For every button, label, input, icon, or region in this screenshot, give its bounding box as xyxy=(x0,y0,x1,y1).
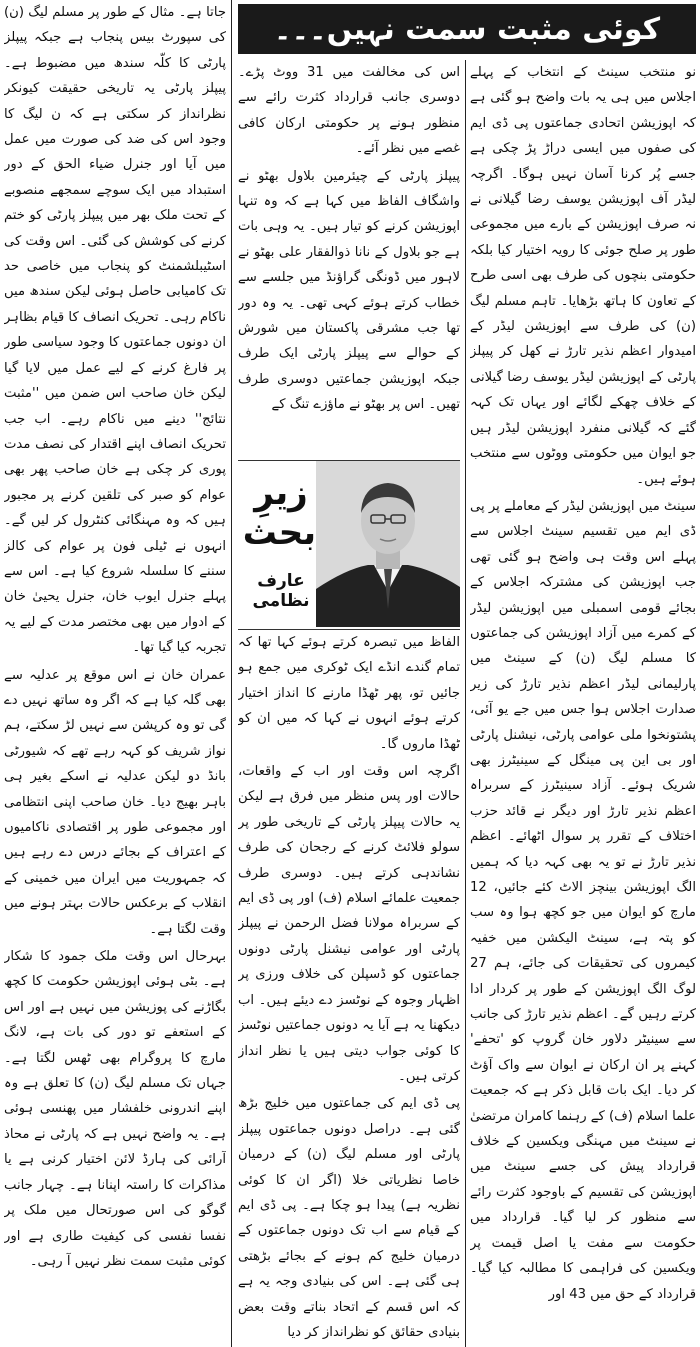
author-photo xyxy=(316,461,460,627)
paragraph: نو منتخب سینٹ کے انتخاب کے پہلے اجلاس میں ہی یہ بات واضح ہو گئی ہے کہ اپوزیشن اتحادی جماعتوں پی ڈی ایم کی صفوں میں ایسی دراڑ پڑ چکی ہے جسے پُر کرنا آسان نہیں ہوگا۔ اگرچہ لیڈر آف اپوزیشن یوسف رضا گیلانی نے نہ صرف اپوزیشن کے بارے میں مجموعی طور پر صلح جوئی کا رویہ اختیار کیا بلکہ حکومتی بنچوں کی طرف بھی اسی طرح کے تعاون کا ہاتھ بڑھایا۔ تاہم مسلم لیگ (ن) کی طرف سے اپوزیشن لیڈر کے امیدوار اعظم نذیر تارڑ نے کھل کر پیپلز پارٹی کے اپوزیشن لیڈر یوسف رضا گیلانی کے خلاف چھکے لگائے اور یہاں تک کہہ گئے کہ گیلانی منفرد اپوزیشن لیڈر ہیں جو ایوان میں حکومتی ووٹوں سے منتخب ہوئے ہیں۔ xyxy=(470,65,696,487)
paragraph: بہرحال اس وقت ملک جمود کا شکار ہے۔ بٹی ہوئی اپوزیشن حکومت کا کچھ بگاڑنے کی پوزیشن میں نہیں ہے اور اس کے استعفے تو دور کی بات ہے، لانگ مارچ کا پروگرام بھی ٹھس لگتا ہے۔ جہاں تک مسلم لیگ (ن) کا تعلق ہے وہ اپنے اندرونی خلفشار میں پھنسی ہوئی ہے۔ یہ واضح نہیں ہے کہ پارٹی نے محاذ آرائی کی ہارڈ لائن اختیار کرنی ہے یا مذاکرات کا راستہ اپنانا ہے۔ چہار جانب گوگو کی اس صورتحال میں ملک پر نفسا نفسی کی کیفیت طاری ہے اور کوئی مثبت سمت نظر نہیں آ رہی۔ xyxy=(4,949,226,1269)
middle-text-column-bottom xyxy=(238,630,460,1347)
column-name-line: زیرِ xyxy=(254,473,308,513)
paragraph: پیپلز پارٹی کے چیئرمین بلاول بھٹو نے واشگاف الفاظ میں کہا ہے کہ وہ تنہا اپوزیشن کرنے کو تیار ہیں۔ یہ وہی بات ہے جو بلاول کے نانا ذوالفقار علی بھٹو نے لاہور میں ڈونگی گراؤنڈ میں جلسے سے خطاب کرتے ہوئے کہی تھی۔ یہ وہ دور تھا جب مشرقی پاکستان میں شورش کے حوالے سے پیپلز پارٹی ایک طرف جبکہ اپوزیشن جماعتیں دوسری طرف تھیں۔ اس پر بھٹو نے ماؤزے تنگ کے xyxy=(238,168,460,413)
paragraph: اگرچہ اس وقت اور اب کے واقعات، حالات اور پس منظر میں فرق ہے لیکن یہ حالات پیپلز پارٹی کے تاریخی طور پر سولو فلائٹ کرنے کے رجحان کی طرف نشاندہی کرتے ہیں۔ دوسری طرف جمعیت علمائے اسلام (ف) اور پی ڈی ایم کے سربراہ مولانا فضل الرحمن نے پیپلز پارٹی اور عوامی نیشنل پارٹی دونوں جماعتوں کو ڈسپلن کی خلاف ورزی پر اظہار وجوہ کے نوٹسز دے دیئے ہیں۔ اب دیکھنا یہ ہے آیا یہ دونوں جماعتیں نوٹسز کا کوئی جواب دیتی ہیں یا نظر انداز کرتی ہیں۔ xyxy=(238,764,460,1084)
paragraph: سینٹ میں اپوزیشن لیڈر کے معاملے پر پی ڈی ایم میں تقسیم سینٹ اجلاس سے پہلے اس وقت ہی واضح ہو گئی تھی جب اپوزیشن کی مشترکہ اجلاس کے بجائے قومی اسمبلی میں اپوزیشن لیڈر کے کمرے میں آزاد اپوزیشن کی جماعتوں کا مسلم لیگ (ن) کے سینٹ میں پارلیمانی لیڈر اعظم نذیر تارڑ کی زیر صدارت اجلاس ہوا جس میں جے یو آئی، پشتونخوا ملی عوامی پارٹی، نیشنل پارٹی اور بی این پی مینگل کے سینیٹرز بھی شریک ہوئے۔ آزاد سینیٹرز کے سربراہ اعظم نذیر تارڑ اور دیگر نے قائد حزب اختلاف کے تقرر پر سوال اٹھائے۔ اعظم نذیر تارڑ نے تو یہ بھی کہہ دیا کہ ہمیں الگ اپوزیشن بینچز الاٹ کئے جائیں، 12 مارچ کو ایوان میں جو کچھ ہوا وہ سب کو پتہ ہے، سینٹ الیکشن میں خفیہ کیمروں کی تحقیقات کی جائے، ہم 27 لوگ الگ اپوزیشن کے طور پر کردار ادا کرتے رہیں گے۔ اعظم نذیر تارڑ کی جانب سے سینیٹر دلاور خان گروپ کو 'تحفے' کہنے پر ان ارکان نے ایوان سے واک آؤٹ کر دیا۔ ایک بات قابل ذکر ہے کہ جمعیت علما اسلام (ف) کے رہنما کامران مرتضیٰ نے سینٹ میں مہنگی ویکسین کے خلاف قرارداد پیش کی جسے سینٹ میں اپوزیشن کی تقسیم کے باوجود کثرت رائے سے منظور کر لیا گیا۔ قرارداد میں حکومت سے مفت یا اصل قیمت پر ویکسین کی فراہمی کا مطالبہ کیا گیا۔ قرارداد کے حق میں 43 اور xyxy=(470,498,696,1302)
column-name-line: بحث xyxy=(242,513,316,553)
paragraph: الفاظ میں تبصرہ کرتے ہوئے کہا تھا کہ تمام گندے انڈے ایک ٹوکری میں جمع ہو جائیں تو، پھر ٹھڈا مارنے کا انداز اختیار کرتے ہوئے انہوں نے کہا کہ میں ان کو ٹھڈا ماروں گا۔ xyxy=(238,635,460,752)
left-text-column xyxy=(4,0,226,1347)
paragraph: جاتا ہے۔ مثال کے طور پر مسلم لیگ (ن) کی سپورٹ بیس پنجاب ہے جبکہ پیپلز پارٹی کا کلّہ سندھ میں مضبوط ہے۔ پیپلز پارٹی یہ تاریخی حقیقت کیونکر نظرانداز کر سکتی ہے کہ ن لیگ کا وجود اس کی ضد کی صورت میں عمل میں آیا اور جنرل ضیاء الحق کے دور استبداد میں ایک سوچے سمجھے منصوبے کے تحت ملک بھر میں پیپلز پارٹی کو ختم کرنے کی کوشش کی گئی۔ اس وقت کی اسٹیبلشمنٹ کو پنجاب میں خاصی حد تک کامیابی حاصل ہوئی لیکن سندھ میں ناکام رہی۔ تحریک انصاف کا قیام بظاہر ان دونوں جماعتوں کا وجود سیاسی طور پر فارغ کرنے کے لیے عمل میں لایا گیا لیکن خان صاحب اس ضمن میں ''مثبت نتائج'' دینے میں ناکام رہے۔ اب جب تحریک انصاف اپنے اقتدار کی نصف مدت پوری کر چکی ہے خان صاحب پھر بھی عوام کو صبر کی تلقین کرنے پر مجبور ہیں کہ وہ مہنگائی کنٹرول کر لیں گے۔ انہوں نے ٹیلی فون پر عوام کی کالز سننے کا سلسلہ شروع کیا ہے۔ اس سے پہلے جنرل ایوب خان، جنرل یحییٰ خان کے ادوار میں بھی مختصر مدت کے لیے یہ تجربہ کیا گیا تھا۔ xyxy=(4,5,226,656)
paragraph: پی ڈی ایم کی جماعتوں میں خلیج بڑھ گئی ہے۔ دراصل دونوں جماعتوں پیپلز پارٹی اور مسلم لیگ (ن) کے درمیان خاصا نظریاتی خلا (اگر ان کا کوئی نظریہ ہے) پیدا ہو چکا ہے۔ پی ڈی ایم کے قیام سے اب تک دونوں جماعتوں کے درمیان خلیج کم ہونے کے بجائے بڑھتی ہی گئی ہے۔ اس کی بنیادی وجہ یہ ہے کہ اس قسم کے اتحاد بناتے وقت بعض بنیادی حقائق کو نظرانداز کر دیا xyxy=(238,1096,460,1340)
author-name: عارف نظامی xyxy=(252,571,310,611)
columnist-box xyxy=(238,460,460,630)
column-divider xyxy=(231,0,232,1347)
paragraph: اس کی مخالفت میں 31 ووٹ پڑے۔ دوسری جانب قرارداد کثرت رائے سے منظور ہونے پر حکومتی ارکان کافی غصے میں نظر آئے۔ xyxy=(238,65,460,157)
paragraph: عمران خان نے اس موقع پر عدلیہ سے بھی گلہ کیا ہے کہ اگر وہ ساتھ نہیں دے گی تو وہ کرپشن سے نہیں لڑ سکتے، ہم نواز شریف کو کہہ رہے تھے کہ شیورٹی بانڈ دو لیکن عدلیہ نے اسکے بغیر ہی باہر بھیج دیا۔ خان صاحب اپنی انتظامی اور مجموعی طور پر اقتصادی ناکامیوں کے اعتراف کے بجائے درس دے رہے ہیں کہ جمہوریت میں ایران میں خمینی کے انقلاب کے برعکس حالات بہتر ہونے میں وقت لگتا ہے۔ xyxy=(4,667,226,937)
headline: کوئی مثبت سمت نہیں۔۔۔ xyxy=(273,11,661,47)
right-text-column xyxy=(470,60,696,1347)
column-name xyxy=(242,473,316,553)
column-divider xyxy=(465,60,466,1347)
headline-bar xyxy=(238,4,696,54)
